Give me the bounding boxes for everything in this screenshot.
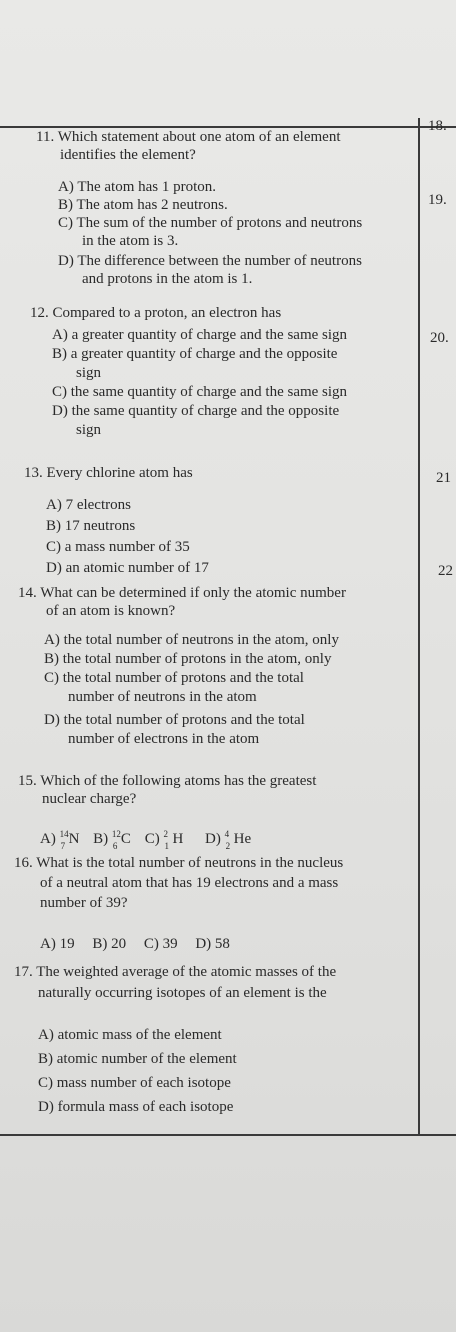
question-stem-line: naturally occurring isotopes of an element is the [38, 985, 327, 1001]
question-stem-line: Which of the following atoms has the greatest [40, 773, 317, 789]
question-stem-line: The weighted average of the atomic masses of the [36, 964, 337, 980]
question-number: 11. [36, 129, 55, 145]
option-d[interactable]: D) The difference between the number of neutrons and protons in the atom is 1. [58, 253, 362, 287]
option-b[interactable]: B) 20 [92, 936, 127, 952]
nuclide-symbol: 14 7 N [59, 829, 80, 851]
option-a[interactable]: A) atomic mass of the element [38, 1027, 222, 1043]
question-number: 14. [18, 585, 37, 601]
option-c[interactable]: C) the total number of protons and the total number of neutrons in the atom [44, 670, 304, 705]
options-15 [40, 829, 252, 851]
option-c[interactable]: C) a mass number of 35 [46, 539, 190, 555]
options-14 [44, 631, 339, 749]
option-a[interactable]: A) 14 7 N [40, 829, 80, 851]
question-stem-line: number of 39? [40, 895, 128, 911]
column-divider [418, 118, 420, 1136]
side-question-number: 18. [428, 118, 447, 134]
question-stem-line: nuclear charge? [42, 791, 137, 807]
option-a[interactable]: A) The atom has 1 proton. [58, 179, 217, 195]
question-stem-line: identifies the element? [60, 147, 196, 163]
question-stem-line: What is the total number of neutrons in the nucleus [36, 855, 344, 871]
question-13 [24, 464, 193, 482]
question-number: 15. [18, 773, 37, 789]
option-a[interactable]: A) 7 electrons [46, 497, 131, 513]
option-b[interactable]: B) atomic number of the element [38, 1051, 237, 1067]
options-16 [40, 935, 244, 953]
option-d[interactable]: D) the same quantity of charge and the opposite sign [52, 403, 340, 438]
option-a[interactable]: A) a greater quantity of charge and the same sign [52, 327, 348, 343]
question-15 [18, 772, 316, 808]
nuclide-symbol: 4 2 He [224, 829, 252, 851]
options-13 [46, 495, 209, 579]
option-c[interactable]: C) the same quantity of charge and the same sign [52, 384, 348, 400]
question-stem-line: Every chlorine atom has [46, 465, 193, 481]
option-b[interactable]: B) 17 neutrons [46, 518, 136, 534]
side-question-number: 21 [436, 470, 451, 486]
question-number: 16. [14, 855, 33, 871]
option-b[interactable]: B) The atom has 2 neutrons. [58, 197, 228, 213]
option-c[interactable]: C) 39 [143, 936, 178, 952]
options-11 [58, 178, 362, 288]
question-stem-line: What can be determined if only the atomic number [40, 585, 346, 601]
option-d[interactable]: D) 4 2 He [205, 829, 252, 851]
option-d[interactable]: D) the total number of protons and the total number of electrons in the atom [44, 712, 305, 747]
side-question-number: 19. [428, 192, 447, 208]
question-12 [30, 304, 281, 322]
nuclide-symbol: 2 1 H [163, 829, 184, 851]
question-14 [18, 584, 346, 620]
option-d[interactable]: D) 58 [195, 936, 230, 952]
option-c[interactable]: C) 2 1 H [144, 829, 184, 851]
question-number: 17. [14, 964, 33, 980]
question-stem-line: of an atom is known? [46, 603, 176, 619]
option-b[interactable]: B) the total number of protons in the atom, only [44, 651, 332, 667]
question-16 [14, 853, 343, 913]
option-a[interactable]: A) 19 [40, 936, 75, 952]
question-stem-line: Compared to a proton, an electron has [52, 305, 282, 321]
side-question-number: 22 [438, 563, 453, 579]
question-number: 12. [30, 305, 49, 321]
options-12 [52, 326, 347, 440]
options-17 [38, 1023, 237, 1119]
option-c[interactable]: C) mass number of each isotope [38, 1075, 231, 1091]
option-a[interactable]: A) the total number of neutrons in the atom, only [44, 632, 339, 648]
side-question-number: 20. [430, 330, 449, 346]
option-b[interactable]: B) 12 6 C [93, 829, 131, 851]
option-d[interactable]: D) an atomic number of 17 [46, 560, 209, 576]
option-d[interactable]: D) formula mass of each isotope [38, 1099, 234, 1115]
option-c[interactable]: C) The sum of the number of protons and neutrons in the atom is 3. [58, 215, 363, 249]
nuclide-symbol: 12 6 C [111, 829, 131, 851]
question-17 [14, 962, 336, 1004]
question-stem-line: of a neutral atom that has 19 electrons and a mass [40, 875, 339, 891]
bottom-rule [0, 1134, 456, 1136]
question-number: 13. [24, 465, 43, 481]
question-stem-line: Which statement about one atom of an element [57, 129, 341, 145]
question-11 [36, 128, 341, 164]
option-b[interactable]: B) a greater quantity of charge and the opposite sign [52, 346, 338, 381]
